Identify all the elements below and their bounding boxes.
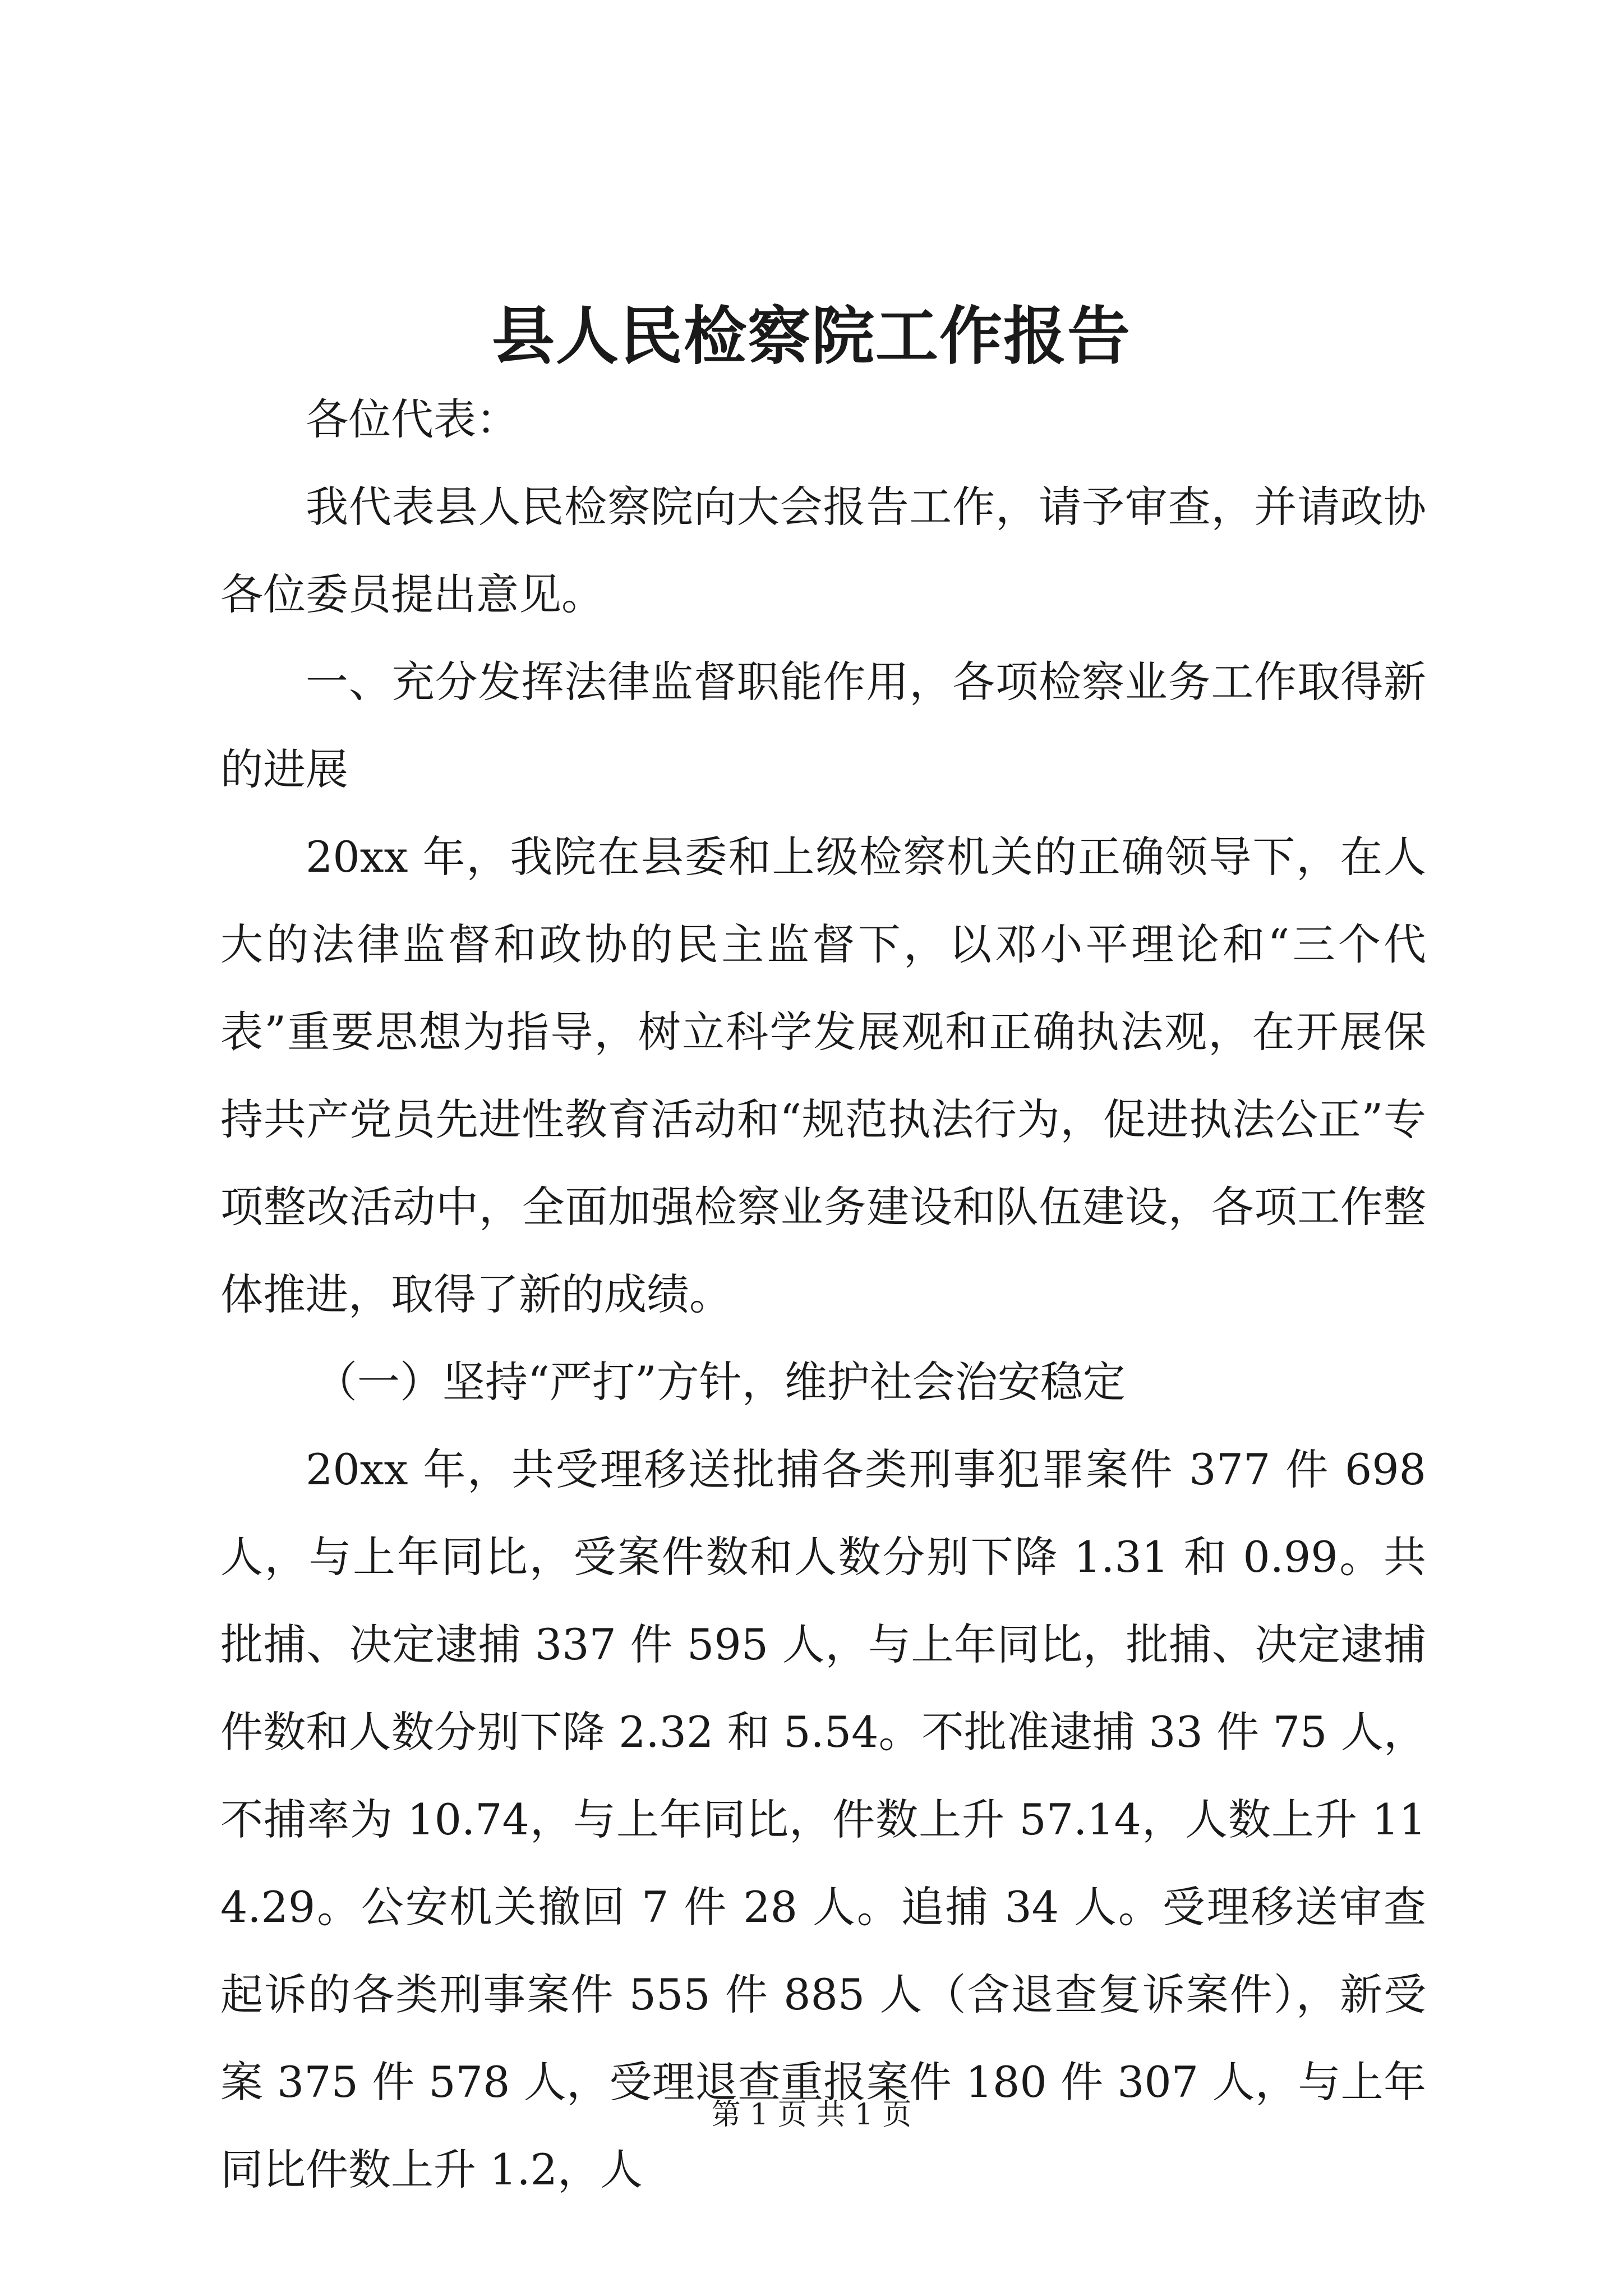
intro-paragraph: 我代表县人民检察院向大会报告工作，请予审查，并请政协各位委员提出意见。 [220, 482, 1426, 619]
document-body [220, 376, 1426, 2214]
salutation: 各位代表： [306, 394, 519, 444]
body-paragraph: 20xx 年，共受理移送批捕各类刑事犯罪案件 377 件 698 人，与上年同比，受案件数和人数分别下降 1.31 和 0.99。共批捕、决定逮捕 337 件 595 人，与上年同比，批捕、决定逮捕件数和人数分别下降 2.32 和 5.54。不批准逮捕 33 件 75 人，不捕率为 10.74，与上年同比，件数上升 57.14，人数上升 114.29。公安机关撤回 7 件 28 人。追捕 34 人。受理移送审查起诉的各类刑事案件 555 件 885 人（含退查复诉案件），新受案 375 件 578 人，受理退查重报案件 180 件 307 人，与上年同比件数上升 1.2，人 [220, 1444, 1426, 2194]
page-footer: 第 1 页 共 1 页 [711, 2098, 912, 2132]
subsection-heading: （一）坚持“严打”方针，维护社会治安稳定 [315, 1357, 1126, 1407]
section-heading: 一、充分发挥法律监督职能作用，各项检察业务工作取得新的进展 [220, 657, 1426, 794]
document-title: 县人民检察院工作报告 [492, 300, 1131, 373]
body-paragraph: 20xx 年，我院在县委和上级检察机关的正确领导下，在人大的法律监督和政协的民主监督下，以邓小平理论和“三个代表”重要思想为指导，树立科学发展观和正确执法观，在开展保持共产党员先进性教育活动和“规范执法行为，促进执法公正”专项整改活动中，全面加强检察业务建设和队伍建设，各项工作整体推进，取得了新的成绩。 [220, 832, 1426, 1319]
